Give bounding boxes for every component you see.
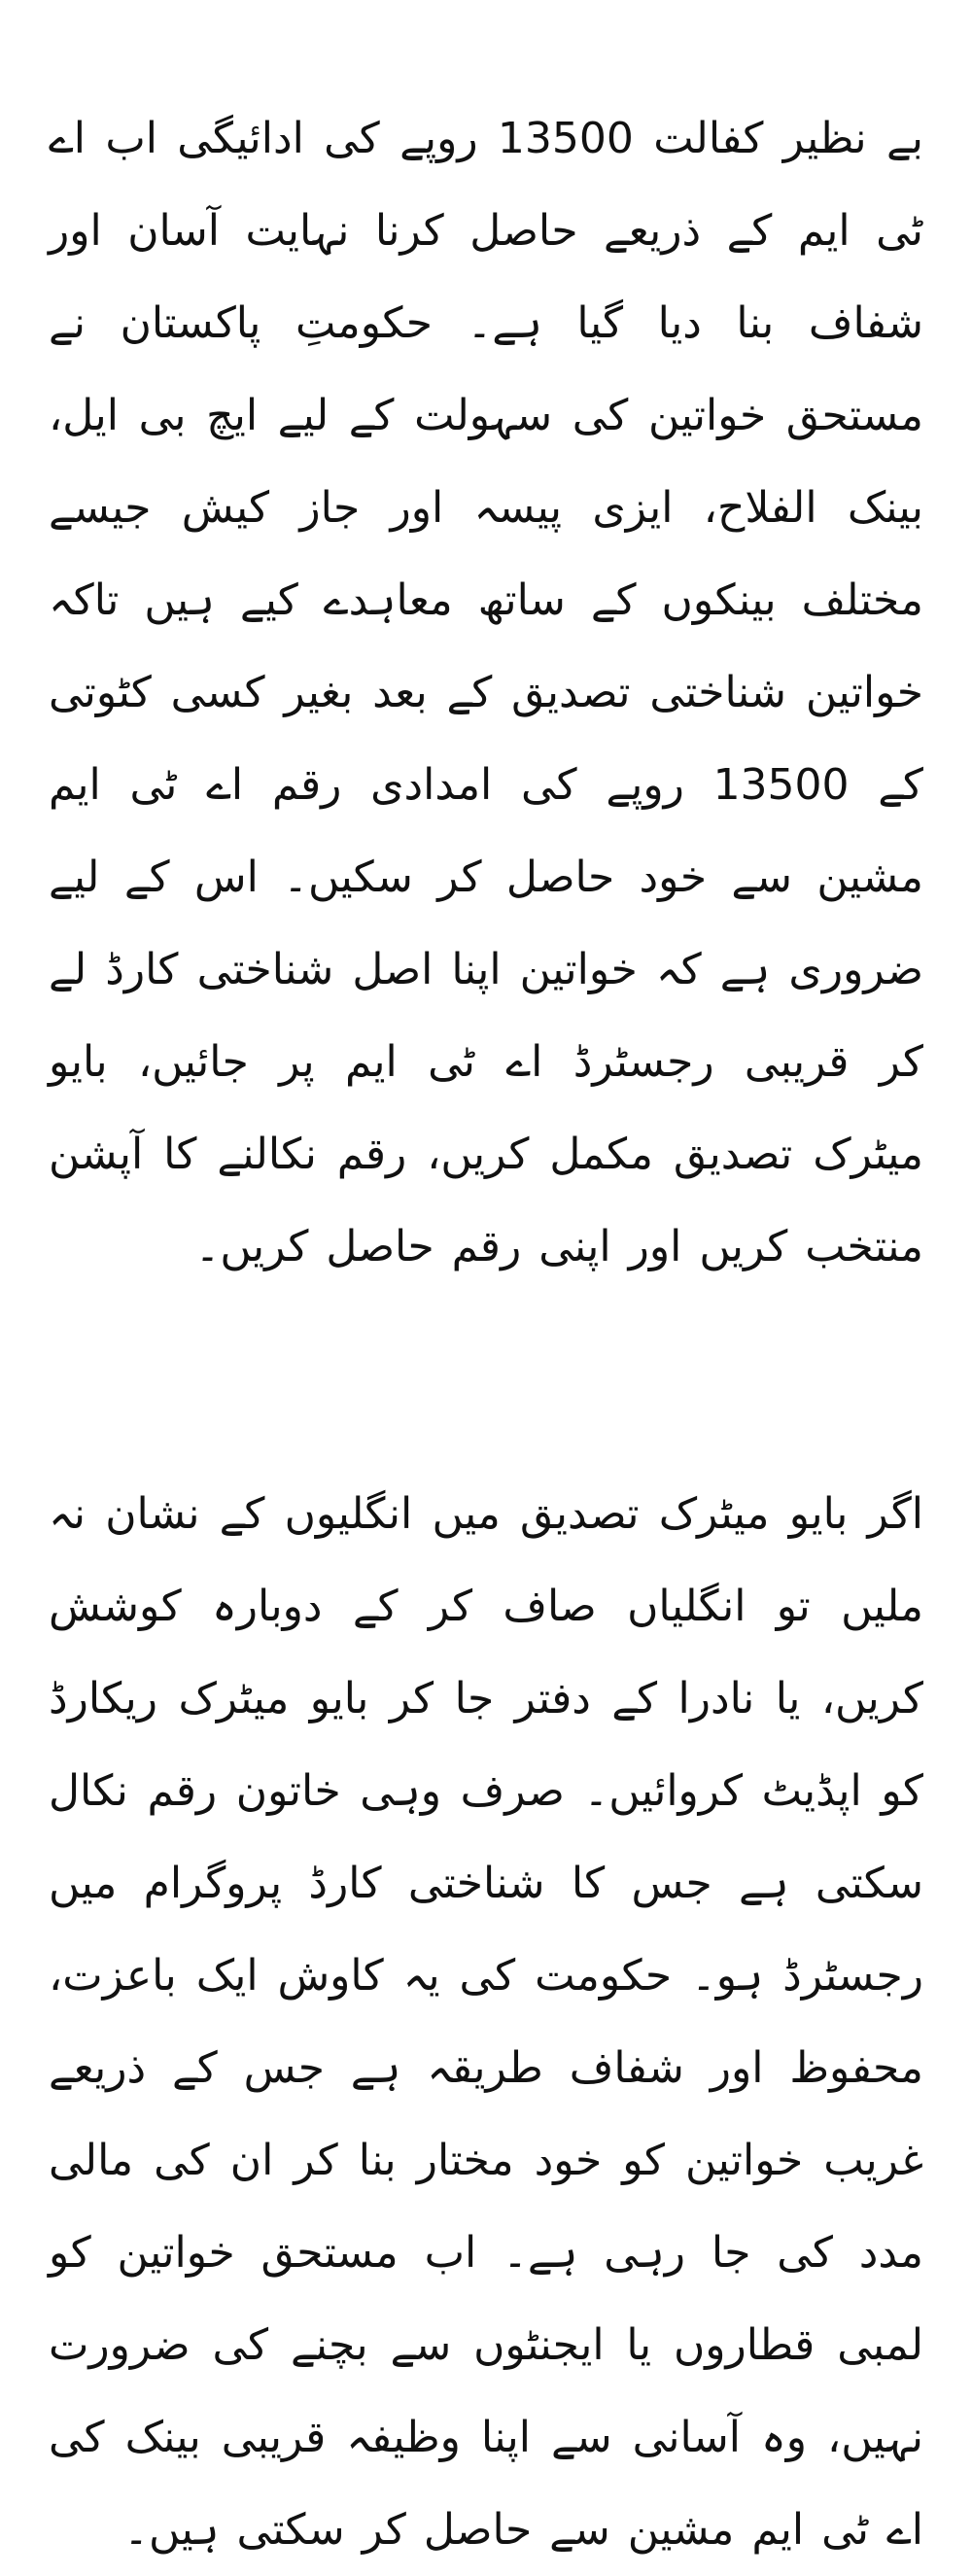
paragraph-atm-withdrawal: بے نظیر کفالت 13500 روپے کی ادائیگی اب اے ٹی ایم کے ذریعے حاصل کرنا نہایت آسان اور شفاف بنا دیا گیا ہے۔ حکومتِ پاکستان نے مستحق خواتین کی سہولت کے لیے ایچ بی ایل، بینک الفلاح، ایزی پیسہ اور جاز کیش جیسے مختلف بینکوں کے ساتھ معاہدے کیے ہیں تاکہ خواتین شناختی تصدیق کے بعد بغیر کسی کٹوتی کے 13500 روپے کی امدادی رقم اے ٹی ایم مشین سے خود حاصل کر سکیں۔ اس کے لیے ضروری ہے کہ خواتین اپنا اصل شناختی کارڈ لے کر قریبی رجسٹرڈ اے ٹی ایم پر جائیں، بایو میٹرک تصدیق مکمل کریں، رقم نکالنے کا آپشن منتخب کریں اور اپنی رقم حاصل کریں۔ (49, 114, 923, 1271)
paragraph-biometric-verification: اگر بایو میٹرک تصدیق میں انگلیوں کے نشان نہ ملیں تو انگلیاں صاف کر کے دوبارہ کوشش کریں، یا نادرا کے دفتر جا کر بایو میٹرک ریکارڈ کو اپڈیٹ کروائیں۔ صرف وہی خاتون رقم نکال سکتی ہے جس کا شناختی کارڈ پروگرام میں رجسٹرڈ ہو۔ حکومت کی یہ کاوش ایک باعزت، محفوظ اور شفاف طریقہ ہے جس کے ذریعے غریب خواتین کو خود مختار بنا کر ان کی مالی مدد کی جا رہی ہے۔ اب مستحق خواتین کو لمبی قطاروں یا ایجنٹوں سے بچنے کی ضرورت نہیں، وہ آسانی سے اپنا وظیفہ قریبی بینک کی اے ٹی ایم مشین سے حاصل کر سکتی ہیں۔ (49, 1489, 923, 2555)
paragraph-spacer (49, 1293, 923, 1468)
